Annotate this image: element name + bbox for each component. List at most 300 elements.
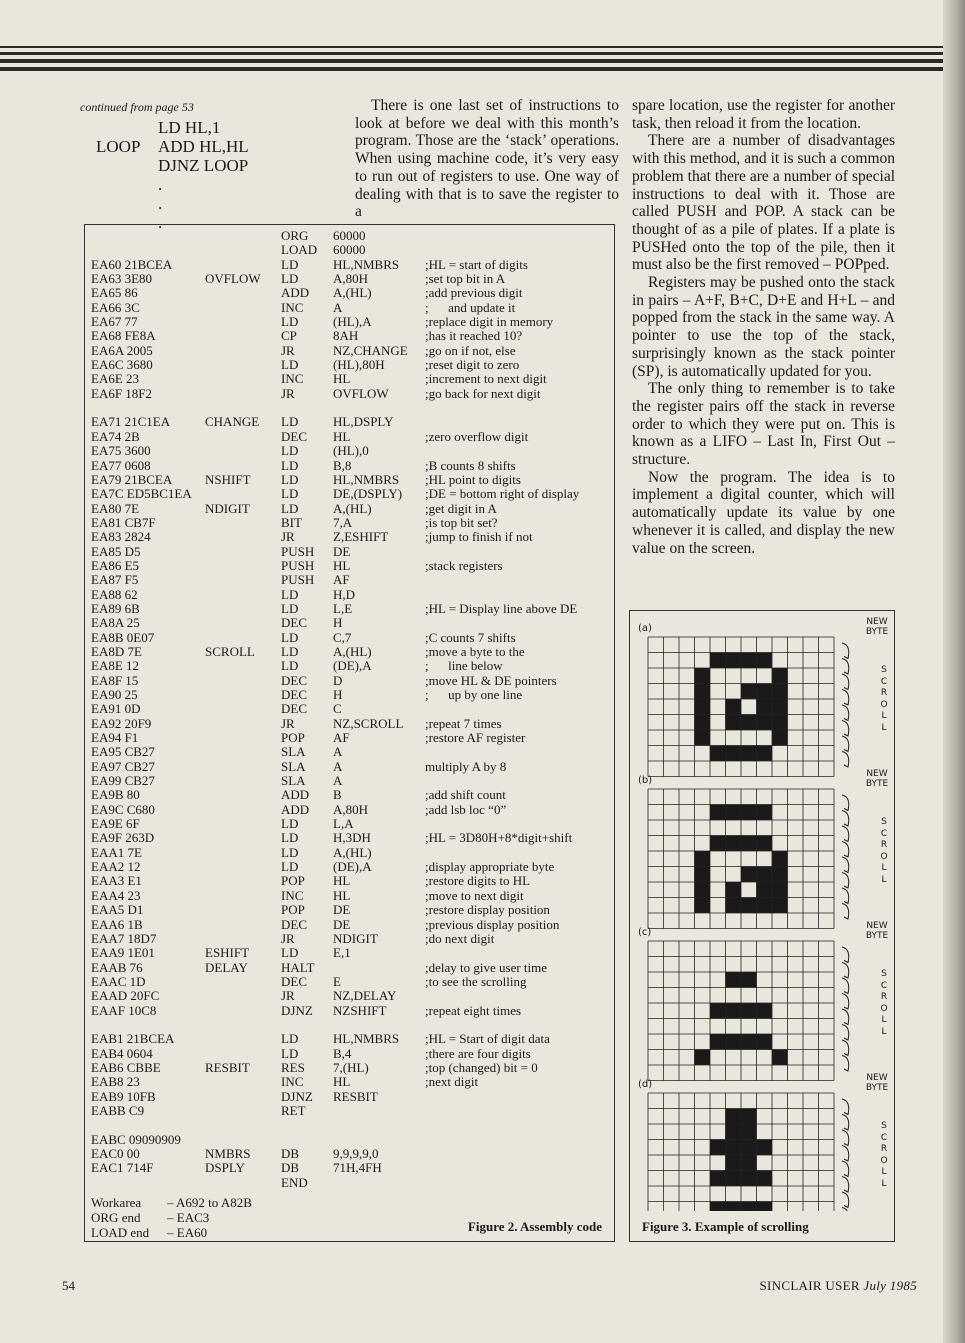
code-operand: A [333, 758, 343, 774]
pixel-on [757, 746, 773, 762]
code-comment: ;there are four digits [425, 1045, 531, 1061]
code-address: EAA5 D1 [91, 902, 144, 918]
code-label: CHANGE [205, 414, 260, 430]
code-operand: 7,A [333, 514, 353, 530]
continued-note: continued from page 53 [80, 100, 194, 114]
code-snippet [96, 118, 249, 232]
code-opcode: PUSH [281, 572, 315, 588]
scroll-arrow-icon [842, 1192, 849, 1208]
code-opcode: LD [281, 830, 299, 846]
scroll-arrow-icon [842, 904, 849, 920]
scroll-arrow-icon [842, 705, 849, 721]
code-address: EA85 D5 [91, 543, 141, 559]
code-address: EA7C ED5BC1EA [91, 486, 192, 502]
code-address: EAA4 23 [91, 887, 141, 903]
code-operand: HL [333, 557, 351, 573]
code-operand: NDIGIT [333, 930, 378, 946]
code-comment: ;HL = Start of digit data [425, 1031, 550, 1047]
panel-label: (a) [638, 623, 652, 634]
code-address: EA8D 7E [91, 643, 142, 659]
code-label: SCROLL [205, 643, 255, 659]
code-address: EAB6 CBBE [91, 1059, 161, 1075]
pixel-on [695, 668, 711, 684]
scroll-arrow-icon [842, 888, 849, 904]
figure-2-caption: Figure 2. Assembly code [467, 1219, 602, 1234]
code-operand: B [333, 787, 342, 803]
code-comment: ;to see the scrolling [425, 973, 527, 989]
pixel-on [757, 1034, 773, 1050]
code-operand: HL [333, 1074, 351, 1090]
code-operand: A [333, 299, 343, 315]
pixel-on [757, 836, 773, 852]
scroll-arrow-icon [842, 659, 849, 675]
code-operand: A,80H [333, 801, 369, 817]
code-opcode: LD [281, 414, 299, 430]
code-address: EA92 20F9 [91, 715, 152, 731]
pixel-on [741, 1034, 757, 1050]
code-address: EA9B 80 [91, 787, 140, 803]
code-address: EA8E 12 [91, 658, 140, 674]
code-address: EA6A 2005 [91, 342, 153, 358]
code-opcode: LD [281, 443, 299, 459]
code-operand: 9,9,9,9,0 [333, 1146, 379, 1161]
code-opcode: POP [281, 730, 305, 746]
panel-label: (d) [638, 1079, 653, 1090]
code-comment: ;HL = start of digits [425, 256, 528, 272]
snippet-label [96, 194, 158, 213]
pixel-on [772, 715, 788, 731]
code-operand: DE [333, 902, 351, 918]
code-address: EAAC 1D [91, 973, 146, 989]
code-address: EA86 E5 [91, 557, 140, 573]
top-rule-4 [0, 67, 965, 71]
code-opcode: LD [281, 844, 299, 860]
code-address: EAA1 7E [91, 844, 142, 860]
scroll-arrow-icon [842, 963, 849, 979]
page-number: 54 [62, 1278, 75, 1293]
snippet-code: LD HL,1 [158, 118, 221, 137]
pixel-on [741, 836, 757, 852]
pixel-on [726, 1034, 742, 1050]
code-operand: L,E [333, 600, 353, 616]
workarea-value: – EA60 [167, 1225, 208, 1240]
code-comment: ;add previous digit [425, 285, 523, 301]
code-comment: ;HL point to digits [425, 471, 521, 487]
code-opcode: DEC [281, 672, 307, 688]
code-opcode: LD [281, 1031, 299, 1047]
workarea-row [91, 1210, 252, 1225]
pixel-on [741, 746, 757, 762]
scroll-arrow-icon [842, 842, 849, 858]
scroll-arrow-icon [842, 752, 849, 768]
pixel-on [695, 867, 711, 883]
code-operand: A,(HL) [333, 285, 372, 301]
code-opcode: INC [281, 299, 304, 315]
scroll-arrow-icon [842, 690, 849, 706]
workarea-key: LOAD end [91, 1225, 150, 1240]
pixel-on [757, 805, 773, 821]
code-comment: ;set top bit in A [425, 271, 506, 287]
code-operand: A,(HL) [333, 844, 372, 860]
intro-column [355, 97, 619, 221]
code-address: EA95 CB27 [91, 744, 155, 760]
pixel-on [695, 684, 711, 700]
code-opcode: JR [281, 529, 295, 545]
pixel-on [726, 653, 742, 669]
code-address: EA80 7E [91, 500, 140, 516]
code-opcode: LD [281, 859, 299, 875]
figure-3-caption: Figure 3. Example of scrolling [642, 1219, 809, 1234]
code-address: EAAF 10C8 [91, 1002, 157, 1018]
code-operand: A,80H [333, 271, 369, 287]
pixel-on [726, 972, 742, 988]
pixel-on [757, 699, 773, 715]
pixel-on [726, 898, 742, 914]
code-comment: ;HL = 3D80H+8*digit+shift [425, 830, 573, 846]
pixel-on [772, 867, 788, 883]
code-address: EAA9 1E01 [91, 945, 155, 961]
pixel-on [741, 1003, 757, 1019]
workarea-key: ORG end [91, 1210, 141, 1225]
scroll-grid [648, 637, 849, 777]
code-address: EABB C9 [91, 1102, 145, 1118]
code-comment: ;display appropriate byte [425, 859, 555, 875]
code-comment: ;B counts 8 shifts [425, 457, 516, 473]
pixel-on [741, 972, 757, 988]
code-comment: ;go on if not, else [425, 342, 516, 358]
code-operand: HL,NMBRS [333, 471, 400, 487]
pixel-on [741, 715, 757, 731]
code-comment: ;restore display position [425, 902, 550, 918]
code-operand: 60000 [333, 242, 366, 258]
scroll-arrow-icon [842, 1161, 849, 1177]
pixel-on [741, 867, 757, 883]
code-address: EA60 21BCEA [91, 256, 173, 272]
code-operand: HL [333, 428, 351, 444]
code-opcode: ORG [281, 228, 309, 243]
code-address: EA8F 15 [91, 672, 139, 688]
scroll-arrow-icon [842, 811, 849, 827]
code-address: EA75 3600 [91, 443, 151, 459]
code-operand: 7,(HL) [333, 1059, 369, 1075]
scroll-arrow-icon [842, 1177, 849, 1193]
code-comment: ;C counts 7 shifts [425, 629, 516, 645]
pixel-on [726, 1003, 742, 1019]
code-opcode: DB [281, 1160, 300, 1176]
pixel-on [772, 898, 788, 914]
paragraph: spare location, use the register for another task, then reload it from the location. [632, 97, 895, 132]
code-opcode: JR [281, 385, 295, 401]
pixel-on [741, 1124, 757, 1140]
code-operand: DE [333, 916, 351, 932]
code-opcode: LD [281, 816, 299, 832]
code-operand: A,(HL) [333, 500, 372, 516]
snippet-line [96, 175, 249, 194]
code-opcode: PUSH [281, 543, 315, 559]
code-opcode: HALT [281, 959, 315, 975]
pixel-on [772, 699, 788, 715]
code-address: EA9C C680 [91, 801, 155, 817]
scroll-arrow-icon [842, 857, 849, 873]
workarea-key: Workarea [91, 1195, 142, 1210]
figure-2-box [84, 224, 615, 1242]
pixel-on [695, 699, 711, 715]
code-operand: HL [333, 873, 351, 889]
panel-label: (c) [638, 927, 652, 938]
new-byte-label: NEW BYTE [865, 769, 889, 789]
new-byte-label: NEW BYTE [865, 921, 889, 941]
code-comment: ;add lsb loc “0” [425, 801, 507, 817]
code-opcode: POP [281, 873, 305, 889]
code-address: EAA2 12 [91, 859, 141, 875]
pixel-on [726, 805, 742, 821]
code-opcode: LD [281, 471, 299, 487]
pixel-on [726, 699, 742, 715]
code-opcode: CP [281, 328, 297, 344]
code-operand: E,1 [333, 945, 351, 961]
code-address: EA66 3C [91, 299, 140, 315]
pixel-on [757, 684, 773, 700]
code-address: EA9F 263D [91, 830, 155, 846]
snippet-line [96, 137, 249, 156]
paragraph: There are a number of disadvantages with this method, and it is such a common problem that there are a number of special instructions to deal with it. Those are called PUSH and POP. A stack can be thought of as a pile of plates. If a plate is PUSHed onto the top of the pile, then it must also be the first removed – POPped. [632, 132, 895, 274]
code-operand: Z,ESHIFT [333, 529, 389, 545]
code-label: NMBRS [205, 1146, 251, 1161]
scroll-diagram [630, 611, 894, 1211]
code-opcode: LOAD [281, 242, 318, 258]
snippet-label [96, 175, 158, 194]
code-opcode: SLA [281, 758, 306, 774]
code-address: EA87 F5 [91, 572, 139, 588]
panel-label: (b) [638, 775, 653, 786]
code-comment: ;next digit [425, 1074, 479, 1090]
code-address: EA6E 23 [91, 371, 140, 387]
code-opcode: PUSH [281, 557, 315, 573]
pixel-on [741, 898, 757, 914]
scroll-arrow-icon [842, 643, 849, 659]
code-address: EA97 CB27 [91, 758, 155, 774]
pixel-on [710, 1171, 726, 1187]
code-operand: NZ,DELAY [333, 988, 397, 1004]
pixel-on [695, 730, 711, 746]
code-address: EA68 FE8A [91, 328, 156, 344]
scroll-arrow-icon [842, 736, 849, 752]
paragraph: There is one last set of instructions to look at before we deal with this month’s program. Those are the ‘stack’ operations. When using machine code, it’s very easy to run out of registers to use. One way of dealing with that is to save the register to a [355, 97, 619, 221]
scroll-arrow-icon [842, 1099, 849, 1115]
code-opcode: JR [281, 342, 295, 358]
code-comment: ;replace digit in memory [425, 314, 554, 330]
code-address: EA65 86 [91, 285, 138, 301]
workarea-row [91, 1195, 252, 1210]
workarea-value: – EAC3 [167, 1210, 210, 1225]
pixel-on [772, 1050, 788, 1066]
pixel-on [757, 653, 773, 669]
code-opcode: DB [281, 1146, 300, 1161]
code-comment: ; line below [425, 658, 503, 674]
code-opcode: DEC [281, 973, 307, 989]
snippet-label [96, 118, 158, 137]
code-operand: (DE),A [333, 658, 372, 674]
snippet-label [96, 156, 158, 175]
page-spine [943, 0, 965, 1343]
code-address: EA91 0D [91, 701, 141, 717]
code-operand: 8AH [333, 328, 359, 344]
pixel-on [741, 1171, 757, 1187]
pixel-on [772, 882, 788, 898]
code-opcode: DJNZ [281, 1088, 313, 1104]
code-operand: NZSHIFT [333, 1002, 387, 1018]
figure-3-box [629, 610, 895, 1242]
workarea-notes [91, 1195, 252, 1240]
paragraph: The only thing to remember is to take the register pairs off the stack in reverse order to which they were put on. This is known as a LIFO – Last In, First Out – structure. [632, 380, 895, 469]
code-operand: D [333, 672, 343, 688]
code-address: EA99 CB27 [91, 773, 155, 789]
pixel-on [726, 882, 742, 898]
code-opcode: INC [281, 371, 304, 387]
code-address: EA79 21BCEA [91, 471, 173, 487]
code-opcode: LD [281, 586, 299, 602]
code-opcode: JR [281, 715, 295, 731]
code-comment: multiply A by 8 [425, 758, 507, 774]
scroll-arrow-icon [842, 1130, 849, 1146]
code-operand: HL [333, 371, 351, 387]
code-address: EA74 2B [91, 428, 140, 444]
code-operand: NZ,CHANGE [333, 342, 408, 358]
code-opcode: JR [281, 930, 295, 946]
pixel-on [757, 1171, 773, 1187]
pixel-on [772, 730, 788, 746]
code-operand: B,4 [333, 1045, 352, 1061]
code-opcode: LD [281, 271, 299, 287]
footer-magazine: SINCLAIR USER [759, 1278, 860, 1293]
code-address: EA9E 6F [91, 816, 140, 832]
pixel-on [772, 851, 788, 867]
pixel-on [757, 882, 773, 898]
code-comment: ;reset digit to zero [425, 357, 520, 373]
code-operand: OVFLOW [333, 385, 389, 401]
code-comment: ;move HL & DE pointers [425, 672, 557, 688]
scroll-arrow-icon [842, 1208, 849, 1212]
code-opcode: INC [281, 887, 304, 903]
pixel-on [726, 1202, 742, 1212]
snippet-code: ADD HL,HL [158, 137, 249, 156]
scroll-arrow-icon [842, 674, 849, 690]
pixel-on [757, 1003, 773, 1019]
top-rule-2 [0, 52, 965, 55]
code-address: EAA7 18D7 [91, 930, 157, 946]
pixel-on [710, 805, 726, 821]
pixel-on [741, 1202, 757, 1212]
code-opcode: POP [281, 902, 305, 918]
pixel-on [757, 1202, 773, 1212]
code-comment: ; up by one line [425, 687, 523, 702]
pixel-on [695, 898, 711, 914]
code-address: EAC0 00 [91, 1146, 140, 1161]
code-comment: ;increment to next digit [425, 371, 547, 387]
scroll-arrow-icon [842, 978, 849, 994]
code-comment: ;HL = Display line above DE [425, 600, 578, 616]
workarea-value: – A692 to A82B [167, 1195, 252, 1210]
workarea-row [91, 1225, 252, 1240]
code-label: RESBIT [205, 1059, 250, 1075]
code-operand: H [333, 687, 343, 702]
pixel-on [726, 1140, 742, 1156]
scroll-arrow-icon [842, 826, 849, 842]
code-opcode: LD [281, 643, 299, 659]
code-comment: ;zero overflow digit [425, 428, 529, 444]
code-opcode: ADD [281, 285, 310, 301]
code-operand: (DE),A [333, 859, 372, 875]
code-operand: 60000 [333, 228, 366, 243]
code-address: EA8A 25 [91, 615, 140, 631]
scroll-grid [648, 1093, 849, 1211]
code-address: EA67 77 [91, 314, 138, 330]
pixel-on [695, 882, 711, 898]
pixel-on [710, 1034, 726, 1050]
code-comment: ;previous display position [425, 916, 560, 932]
code-opcode: ADD [281, 801, 310, 817]
code-address: EAA6 1B [91, 916, 143, 932]
pixel-on [757, 867, 773, 883]
code-comment: ;delay to give user time [425, 959, 548, 975]
pixel-on [726, 715, 742, 731]
pixel-on [710, 836, 726, 852]
snippet-code: . [158, 194, 163, 213]
code-opcode: LD [281, 357, 299, 373]
code-opcode: RES [281, 1059, 305, 1075]
scroll-arrow-icon [842, 994, 849, 1010]
snippet-code: . [158, 175, 163, 194]
pixel-on [726, 1171, 742, 1187]
code-operand: NZ,SCROLL [333, 715, 404, 731]
code-comment: ;is top bit set? [425, 514, 498, 530]
scroll-arrow-icon [842, 1009, 849, 1025]
code-comment: ;jump to finish if not [425, 529, 533, 545]
code-operand: 71H,4FH [333, 1160, 382, 1176]
pixel-on [710, 1003, 726, 1019]
code-opcode: DEC [281, 916, 307, 932]
code-comment: ;repeat eight times [425, 1002, 522, 1018]
code-opcode: LD [281, 457, 299, 473]
code-opcode: LD [281, 1045, 299, 1061]
code-address: EAA3 E1 [91, 873, 142, 889]
pixel-on [741, 684, 757, 700]
footer-date: July 1985 [863, 1278, 917, 1293]
code-address: EAAB 76 [91, 959, 143, 975]
code-operand: RESBIT [333, 1088, 378, 1104]
code-opcode: LD [281, 500, 299, 516]
code-opcode: LD [281, 256, 299, 272]
pixel-on [757, 715, 773, 731]
page-footer [760, 1278, 918, 1294]
scroll-arrow-icon [842, 721, 849, 737]
code-comment: ; and update it [425, 299, 516, 315]
code-opcode: INC [281, 1074, 304, 1090]
code-opcode: JR [281, 988, 295, 1004]
code-label: NDIGIT [205, 500, 250, 516]
top-rule-3 [0, 59, 965, 63]
code-operand: (HL),A [333, 314, 372, 330]
code-operand: C [333, 701, 342, 717]
code-opcode: LD [281, 629, 299, 645]
code-opcode: SLA [281, 773, 306, 789]
code-address: EAC1 714F [91, 1160, 154, 1176]
pixel-on [741, 1140, 757, 1156]
snippet-line [96, 156, 249, 175]
code-opcode: LD [281, 658, 299, 674]
code-operand: A,(HL) [333, 643, 372, 659]
code-comment: ;stack registers [425, 557, 503, 573]
